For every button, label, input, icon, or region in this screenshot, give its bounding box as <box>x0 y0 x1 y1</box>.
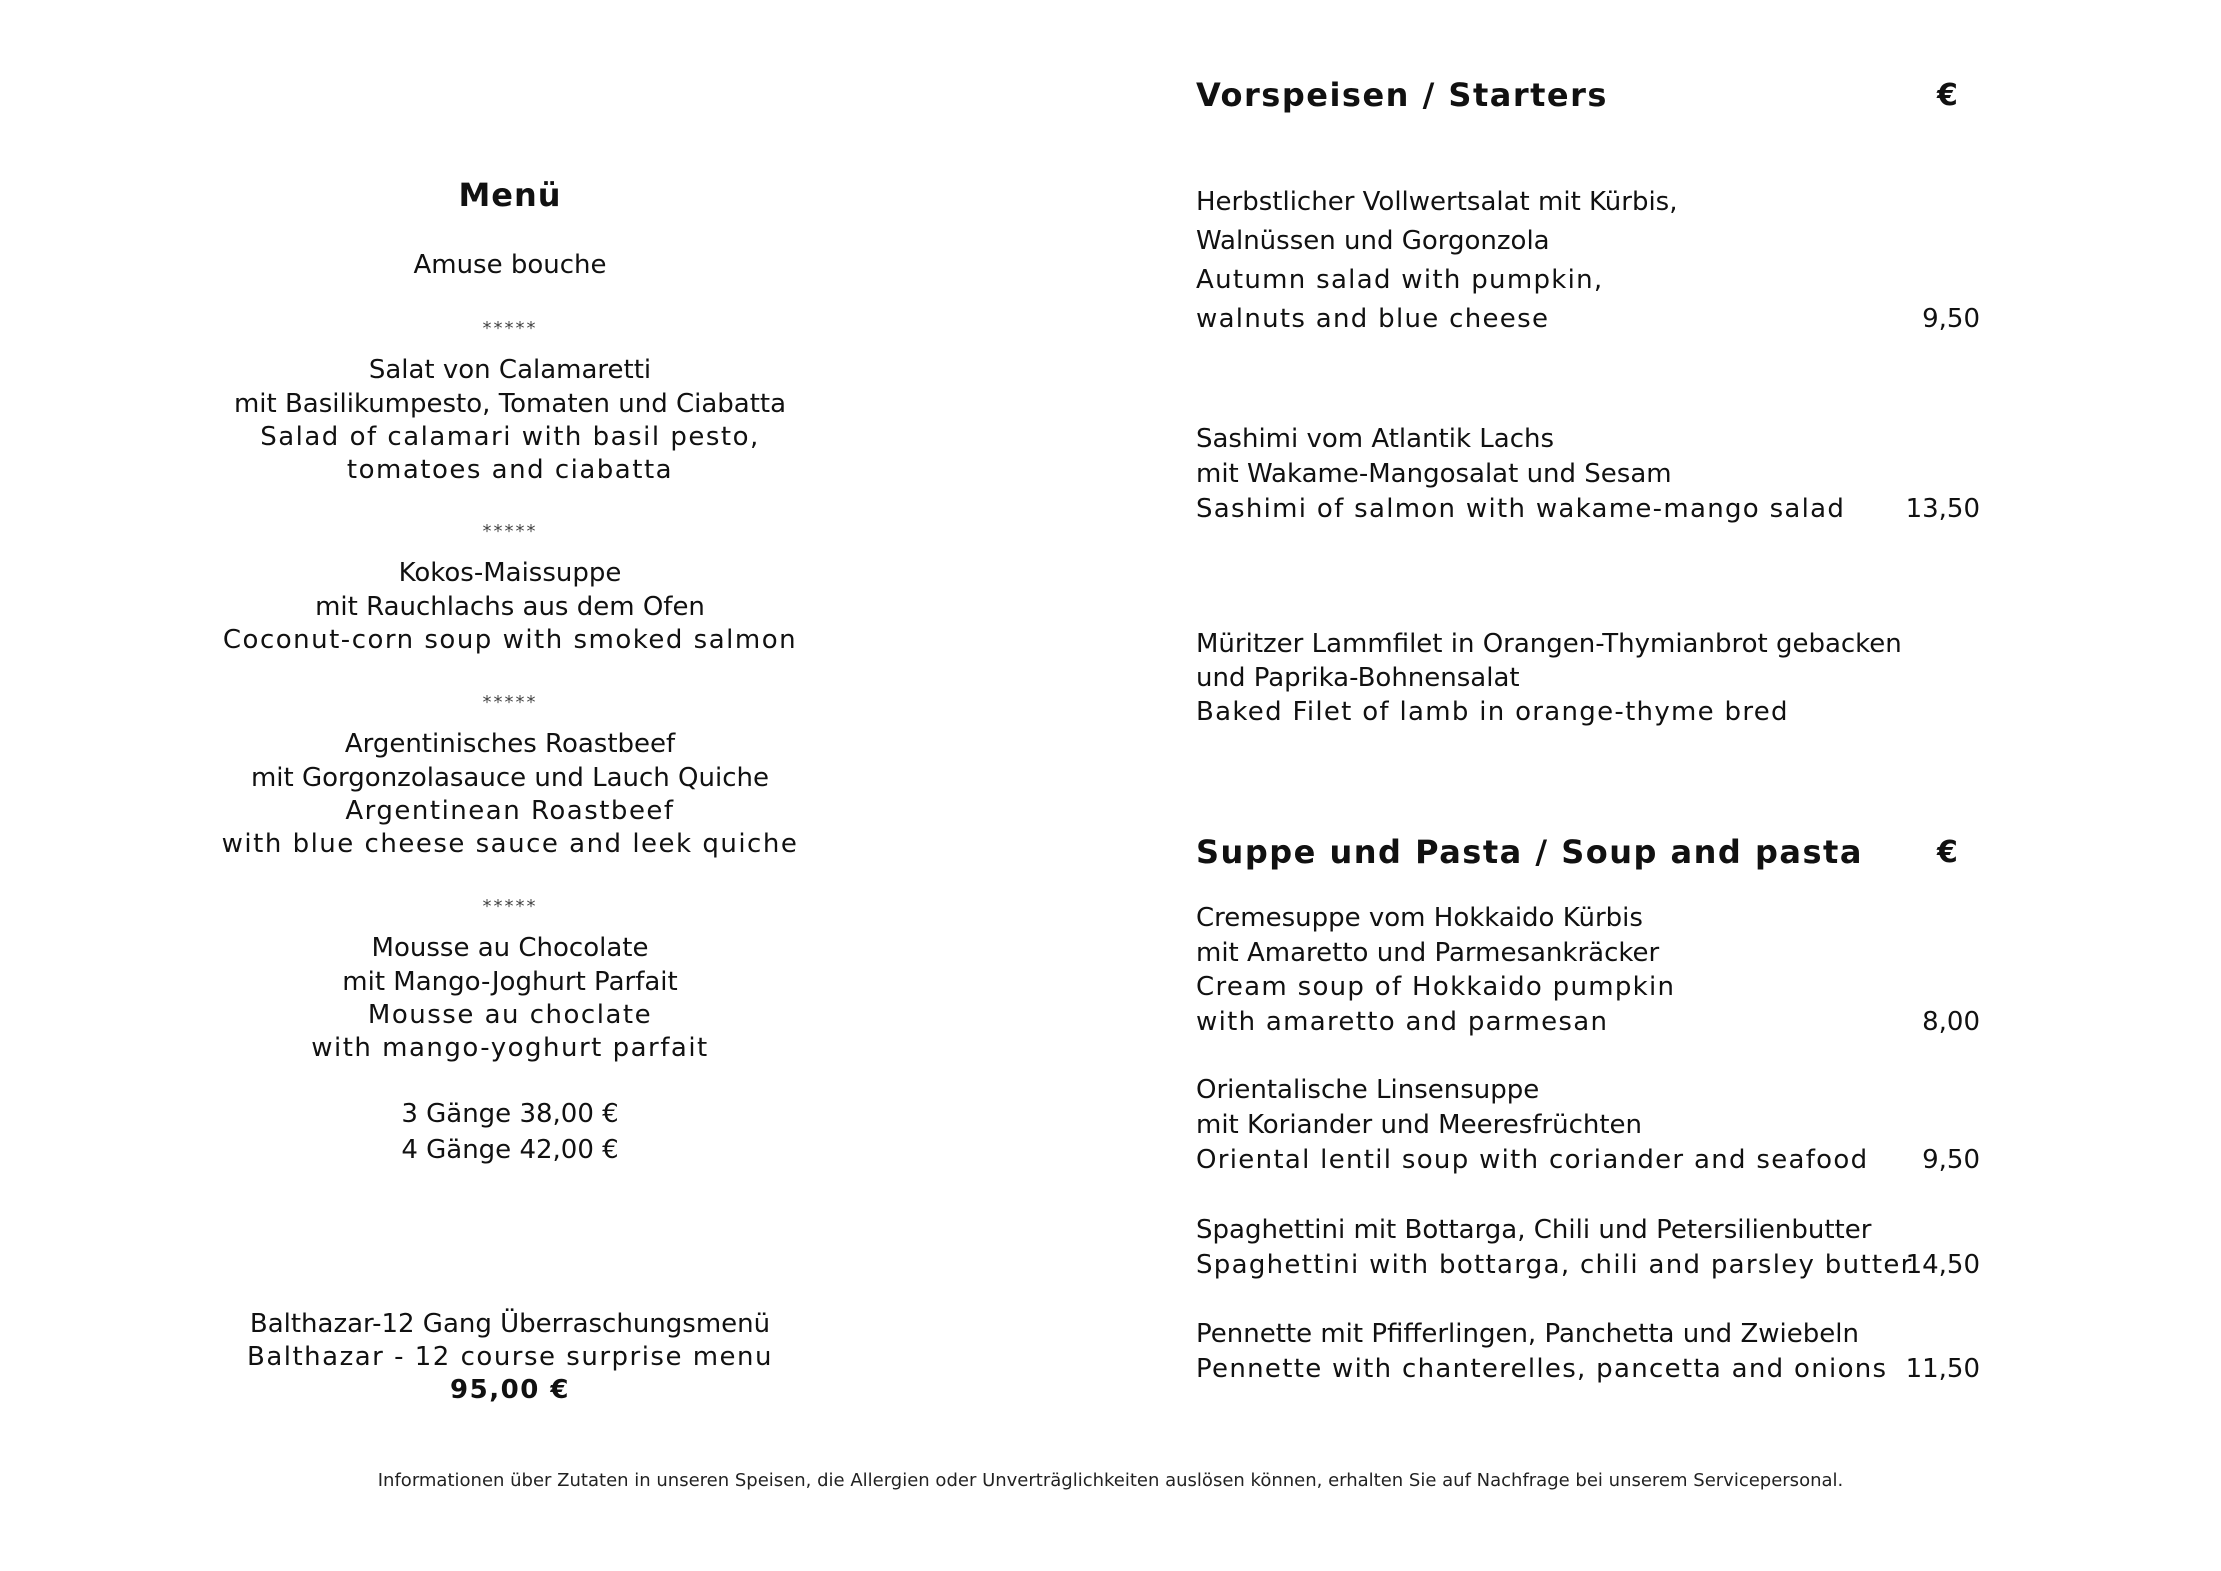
course-2-de2: mit Rauchlachs aus dem Ofen <box>315 592 705 622</box>
course-4-en2: with mango-yoghurt parfait <box>311 1033 709 1063</box>
soup-1-price: 8,00 <box>1922 1007 1980 1037</box>
separator: ***** <box>482 896 538 917</box>
pasta-2-price: 11,50 <box>1905 1354 1980 1384</box>
starter-1-en2: walnuts and blue cheese <box>1196 304 1550 334</box>
starter-1-price: 9,50 <box>1922 304 1980 334</box>
currency-symbol: € <box>1937 78 1958 113</box>
pasta-1-price: 14,50 <box>1905 1250 1980 1280</box>
amuse-bouche: Amuse bouche <box>413 250 607 280</box>
course-3-de2: mit Gorgonzolasauce und Lauch Quiche <box>250 763 769 793</box>
pasta-2-de1: Pennette mit Pfifferlingen, Panchetta und Zwiebeln <box>1196 1319 1859 1349</box>
course-1-en2: tomatoes and ciabatta <box>346 455 674 485</box>
separator: ***** <box>482 521 538 542</box>
course-3-en1: Argentinean Roastbeef <box>345 796 675 826</box>
surprise-menu-price: 95,00 € <box>450 1375 570 1405</box>
soup-1-de1: Cremesuppe vom Hokkaido Kürbis <box>1196 903 1643 933</box>
starter-1-de2: Walnüssen und Gorgonzola <box>1196 226 1550 256</box>
pasta-1-de1: Spaghettini mit Bottarga, Chili und Petersilienbutter <box>1196 1215 1872 1245</box>
starters-heading: Vorspeisen / Starters <box>1196 76 1608 114</box>
course-1-de2: mit Basilikumpesto, Tomaten und Ciabatta <box>233 389 787 419</box>
allergen-footnote: Informationen über Zutaten in unseren Speisen, die Allergien oder Unverträglichkeiten auslösen können, erhalten Sie auf Nachfrage bei unserem Servicepersonal. <box>377 1470 1844 1491</box>
pasta-2-en1: Pennette with chanterelles, pancetta and onions <box>1196 1354 1888 1384</box>
soup-1-en2: with amaretto and parmesan <box>1196 1007 1609 1037</box>
course-3-de1: Argentinisches Roastbeef <box>344 729 676 759</box>
course-1-en1: Salad of calamari with basil pesto, <box>260 422 760 452</box>
menu-title: Menü <box>458 176 562 214</box>
starter-3-de2: und Paprika-Bohnensalat <box>1196 663 1520 693</box>
soup-2-de2: mit Koriander und Meeresfrüchten <box>1196 1110 1643 1140</box>
course-2-en1: Coconut-corn soup with smoked salmon <box>222 625 798 655</box>
starter-2-de2: mit Wakame-Mangosalat und Sesam <box>1196 459 1672 489</box>
price-3-courses: 3 Gänge 38,00 € <box>401 1099 619 1129</box>
course-2-de1: Kokos-Maissuppe <box>398 558 622 588</box>
separator: ***** <box>482 318 538 339</box>
soup-1-de2: mit Amaretto und Parmesankräcker <box>1196 938 1660 968</box>
course-4-de1: Mousse au Chocolate <box>371 933 649 963</box>
starter-2-en1: Sashimi of salmon with wakame-mango salad <box>1196 494 1846 524</box>
starter-1-de1: Herbstlicher Vollwertsalat mit Kürbis, <box>1196 187 1678 217</box>
soup-2-en1: Oriental lentil soup with coriander and seafood <box>1196 1145 1869 1175</box>
course-3-en2: with blue cheese sauce and leek quiche <box>221 829 799 859</box>
surprise-menu-de: Balthazar-12 Gang Überraschungsmenü <box>249 1309 771 1339</box>
starter-2-de1: Sashimi vom Atlantik Lachs <box>1196 424 1555 454</box>
starter-3-en1: Baked Filet of lamb in orange-thyme bred <box>1196 697 1789 727</box>
soup-2-de1: Orientalische Linsensuppe <box>1196 1075 1540 1105</box>
currency-symbol: € <box>1937 835 1958 870</box>
soup-1-en1: Cream soup of Hokkaido pumpkin <box>1196 972 1676 1002</box>
starter-1-en1: Autumn salad with pumpkin, <box>1196 265 1604 295</box>
course-4-de2: mit Mango-Joghurt Parfait <box>342 967 678 997</box>
starter-3-de1: Müritzer Lammfilet in Orangen-Thymianbrot gebacken <box>1196 629 1902 659</box>
separator: ***** <box>482 692 538 713</box>
pasta-1-en1: Spaghettini with bottarga, chili and parsley butter <box>1196 1250 1913 1280</box>
soup-2-price: 9,50 <box>1922 1145 1980 1175</box>
soup-pasta-heading: Suppe und Pasta / Soup and pasta <box>1196 833 1863 871</box>
course-4-en1: Mousse au choclate <box>367 1000 653 1030</box>
price-4-courses: 4 Gänge 42,00 € <box>401 1135 619 1165</box>
course-1-de1: Salat von Calamaretti <box>368 355 652 385</box>
starter-2-price: 13,50 <box>1905 494 1980 524</box>
surprise-menu-en: Balthazar - 12 course surprise menu <box>246 1342 774 1372</box>
